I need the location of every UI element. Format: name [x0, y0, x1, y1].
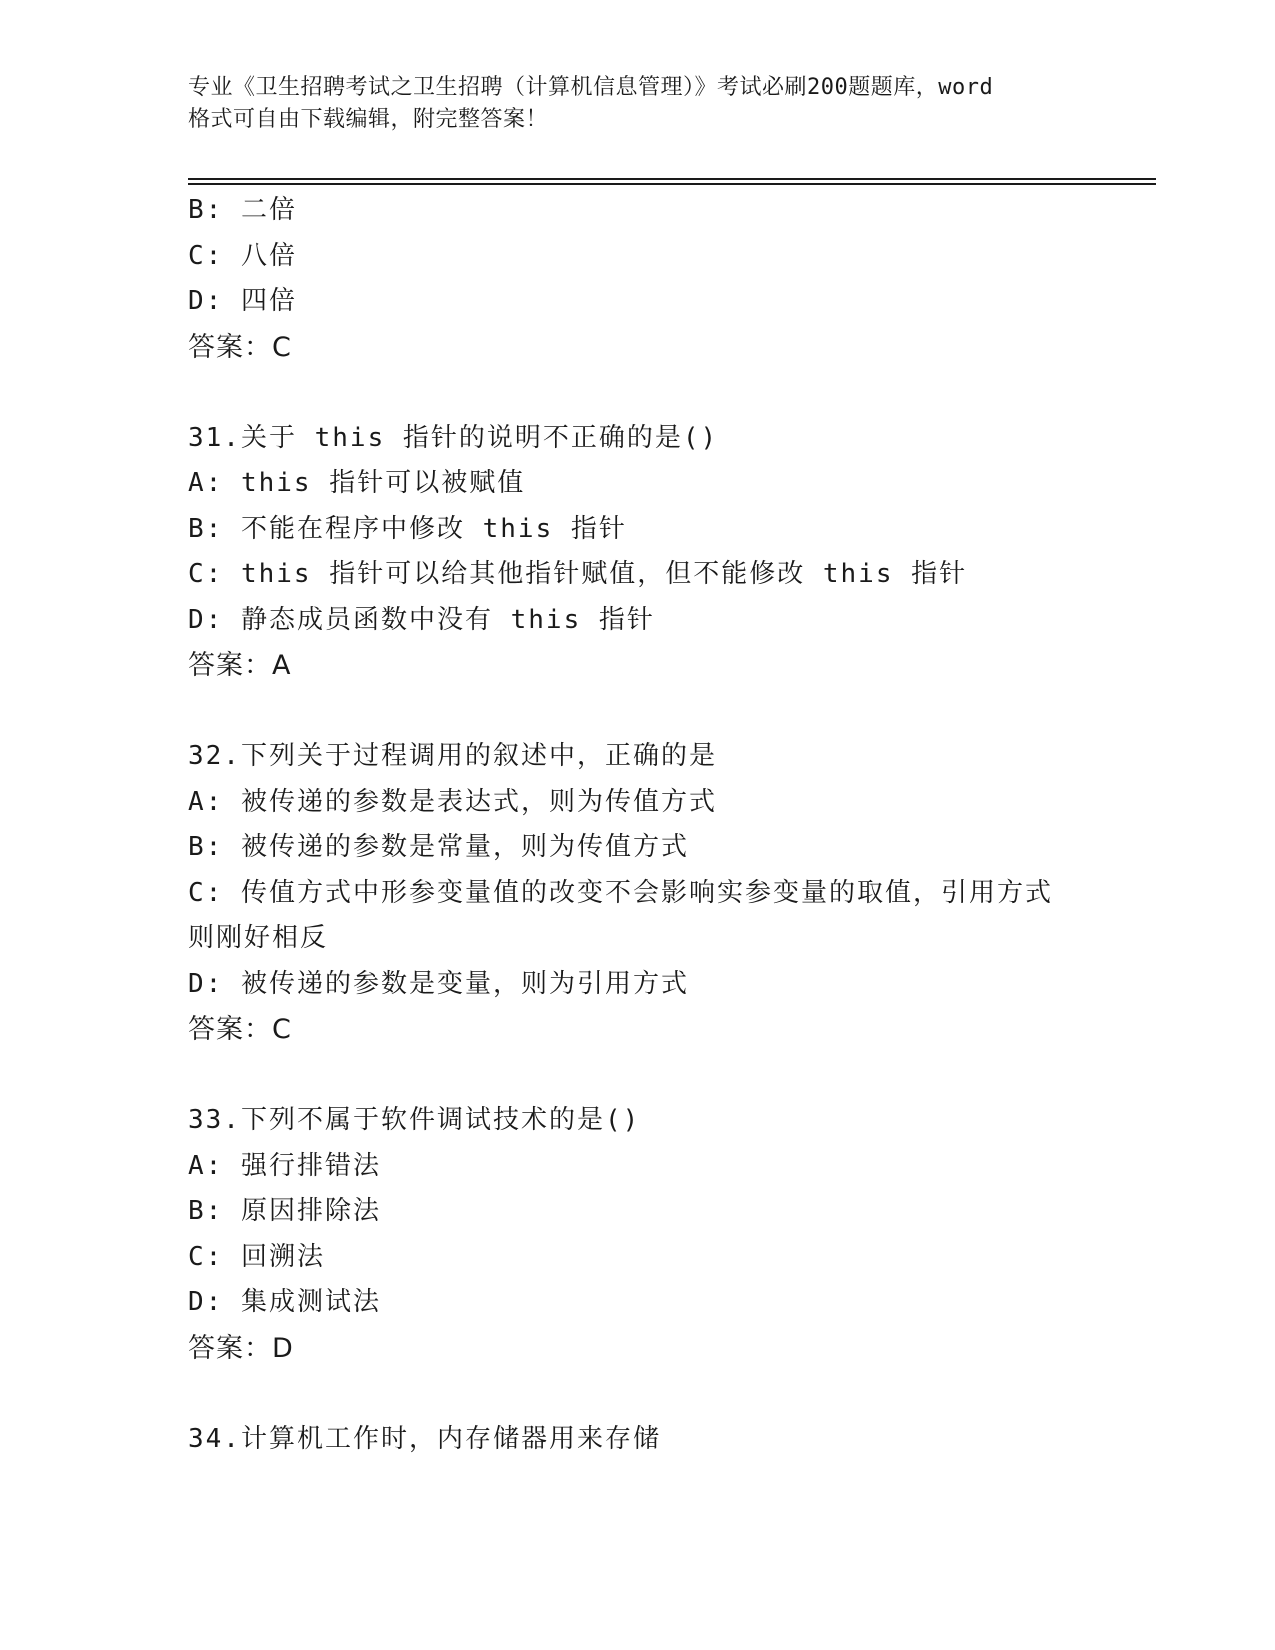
option-c: C: this 指针可以给其他指针赋值，但不能修改 this 指针: [188, 559, 968, 589]
document-header: [188, 72, 1088, 136]
option-d: D: 静态成员函数中没有 this 指针: [188, 604, 655, 635]
option-d: D: 四倍: [188, 286, 297, 316]
spacer: [188, 689, 1088, 735]
option-d: D: 集成测试法: [188, 1287, 381, 1317]
option-b: B: 不能在程序中修改 this 指针: [188, 513, 627, 544]
question-31: [188, 416, 1088, 689]
option-a: A: this 指针可以被赋值: [188, 468, 526, 498]
option-b: B: 二倍: [188, 195, 297, 225]
answer-label: 答案：A: [188, 650, 292, 681]
spacer: [188, 1053, 1088, 1099]
answer-label: 答案：D: [188, 1332, 294, 1364]
question-text: 32.下列关于过程调用的叙述中，正确的是: [188, 741, 717, 771]
header-line-2: 格式可自由下载编辑，附完整答案！: [188, 107, 549, 132]
question-30-tail: [188, 188, 1088, 370]
question-33: [188, 1098, 1088, 1371]
option-a: A: 强行排错法: [188, 1150, 381, 1181]
header-divider-top: [188, 178, 1156, 180]
option-d: D: 被传递的参数是变量，则为引用方式: [188, 968, 689, 999]
question-list: [188, 188, 1088, 1462]
option-c: C: 回溯法: [188, 1241, 325, 1272]
question-34: [188, 1417, 1088, 1463]
question-text: 34.计算机工作时，内存储器用来存储: [188, 1423, 661, 1454]
option-c-continued: 则刚好相反: [188, 923, 329, 953]
question-32: [188, 734, 1088, 1053]
question-text: 33.下列不属于软件调试技术的是(): [188, 1105, 641, 1135]
option-b: B: 原因排除法: [188, 1196, 381, 1226]
answer-label: 答案：C: [188, 331, 292, 363]
answer-label: 答案：C: [188, 1014, 292, 1045]
option-c: C: 传值方式中形参变量值的改变不会影响实参变量的取值，引用方式: [188, 877, 1053, 908]
option-a: A: 被传递的参数是表达式，则为传值方式: [188, 786, 717, 817]
option-b: B: 被传递的参数是常量，则为传值方式: [188, 832, 689, 862]
question-text: 31.关于 this 指针的说明不正确的是(): [188, 422, 719, 453]
spacer: [188, 1371, 1088, 1417]
header-divider-bottom: [188, 183, 1156, 185]
header-line-1: 专业《卫生招聘考试之卫生招聘（计算机信息管理）》考试必刷200题题库，word: [188, 75, 994, 100]
spacer: [188, 370, 1088, 416]
option-c: C: 八倍: [188, 240, 297, 271]
